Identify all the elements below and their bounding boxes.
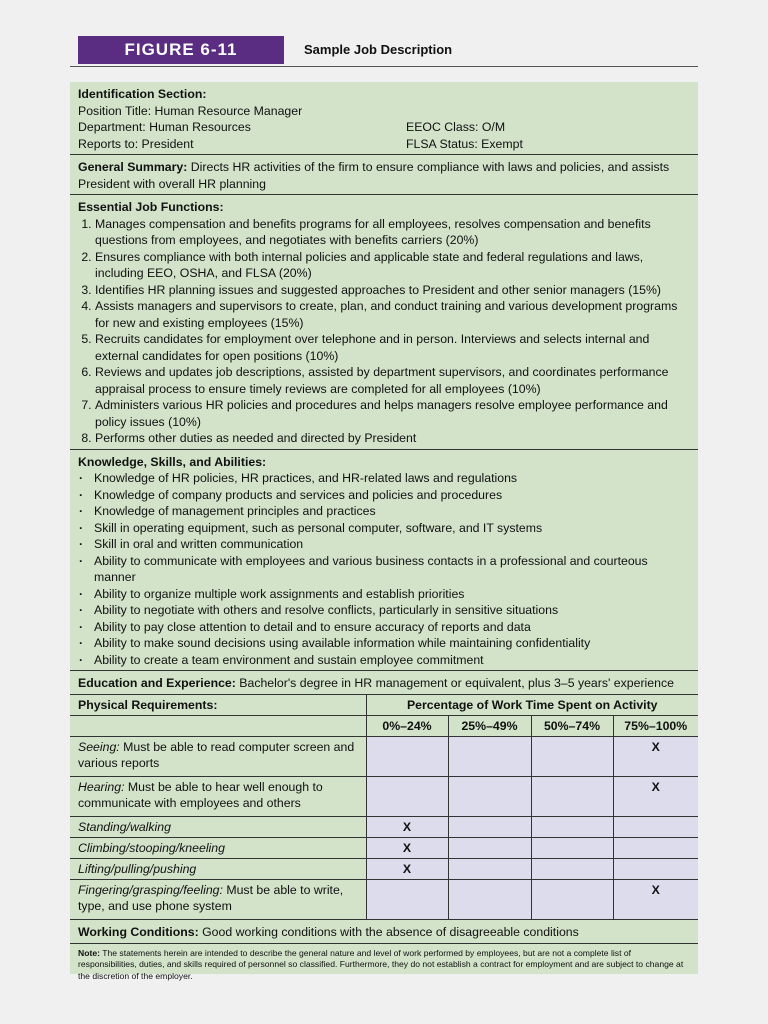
- job-description-document: [70, 82, 698, 981]
- education-heading: Education and Experience:: [78, 676, 236, 690]
- mark-cell: X: [613, 736, 698, 776]
- physical-requirements-heading: Physical Requirements:: [70, 695, 366, 716]
- function-item: 5. Recruits candidates for employment over telephone and in person. Interviews and selects internal and external candidates for open positions (10%): [95, 331, 690, 364]
- column-header: 25%–49%: [448, 715, 531, 736]
- blank-header-cell: [70, 715, 366, 736]
- mark-cell: [448, 776, 531, 816]
- mark-cell: [448, 858, 531, 879]
- mark-cell: [613, 837, 698, 858]
- function-item: 2. Ensures compliance with both internal policies and applicable state and federal regulations and laws, including EEO, OSHA, and FLSA (20%): [95, 249, 690, 282]
- ksa-item: · Knowledge of HR policies, HR practices, and HR-related laws and regulations: [78, 470, 690, 487]
- table-row: [70, 816, 698, 837]
- working-conditions-text: Good working conditions with the absence of disagreeable conditions: [202, 925, 579, 939]
- education-section: [70, 671, 698, 695]
- working-conditions-section: [70, 920, 698, 944]
- ksa-item: · Ability to communicate with employees and various business contacts in a professional and courteous manner: [78, 553, 690, 586]
- table-row: [70, 776, 698, 816]
- ksa-item: · Skill in oral and written communication: [78, 536, 690, 553]
- mark-cell: [531, 879, 613, 919]
- mark-cell: X: [366, 858, 448, 879]
- physical-requirements-section: [70, 695, 698, 921]
- header-rule: [70, 66, 698, 67]
- mark-cell: [448, 879, 531, 919]
- mark-cell: [366, 776, 448, 816]
- activity-name: Standing/walking: [78, 819, 171, 834]
- activity-name: Fingering/grasping/feeling:: [78, 882, 223, 897]
- general-summary-text: Directs HR activities of the firm to ensure compliance with laws and policies, and assists President with overall HR planning: [78, 160, 670, 191]
- mark-cell: [531, 736, 613, 776]
- mark-cell: [531, 816, 613, 837]
- column-header: 75%–100%: [613, 715, 698, 736]
- ksa-item: · Ability to negotiate with others and resolve conflicts, particularly in sensitive situations: [78, 602, 690, 619]
- mark-cell: X: [613, 776, 698, 816]
- activity-cell: [70, 837, 366, 858]
- activity-description: Must be able to write, type, and use phone system: [78, 882, 344, 913]
- physical-requirements-table: [70, 695, 698, 920]
- function-item: 7. Administers various HR policies and procedures and helps managers resolve employee performance and policy issues (10%): [95, 397, 690, 430]
- activity-name: Lifting/pulling/pushing: [78, 861, 197, 876]
- department: Department: Human Resources: [78, 120, 251, 134]
- activity-cell: [70, 879, 366, 919]
- mark-cell: [531, 776, 613, 816]
- ksa-item: · Knowledge of management principles and practices: [78, 503, 690, 520]
- figure-label: FIGURE 6-11: [78, 36, 284, 64]
- activity-name: Seeing:: [78, 739, 120, 754]
- note-label: Note:: [78, 947, 100, 958]
- working-conditions-heading: Working Conditions:: [78, 925, 199, 939]
- ksa-item: · Knowledge of company products and services and policies and procedures: [78, 487, 690, 504]
- mark-cell: [531, 858, 613, 879]
- mark-cell: [366, 879, 448, 919]
- ksa-item: · Skill in operating equipment, such as personal computer, software, and IT systems: [78, 520, 690, 537]
- column-header: 50%–74%: [531, 715, 613, 736]
- mark-cell: [613, 858, 698, 879]
- column-header: 0%–24%: [366, 715, 448, 736]
- mark-cell: X: [613, 879, 698, 919]
- general-summary-section: [70, 155, 698, 195]
- figure-header: [70, 32, 698, 68]
- mark-cell: [448, 837, 531, 858]
- ksa-item: · Ability to organize multiple work assignments and establish priorities: [78, 586, 690, 603]
- function-item: 6. Reviews and updates job descriptions, assisted by department supervisors, and coordinates performance appraisal process to ensure timely reviews are completed for all employees (10%): [95, 364, 690, 397]
- percentage-heading: Percentage of Work Time Spent on Activity: [366, 695, 698, 716]
- identification-section: [70, 82, 698, 155]
- flsa-status: FLSA Status: Exempt: [406, 136, 523, 151]
- mark-cell: [448, 816, 531, 837]
- mark-cell: X: [366, 816, 448, 837]
- ksa-item: · Ability to make sound decisions using available information while maintaining confidentiality: [78, 635, 690, 652]
- activity-cell: [70, 858, 366, 879]
- essential-functions-list: [78, 216, 690, 447]
- table-row: [70, 879, 698, 919]
- activity-cell: [70, 736, 366, 776]
- identification-heading: Identification Section:: [78, 87, 207, 101]
- ksa-section: [70, 450, 698, 672]
- mark-cell: [531, 837, 613, 858]
- function-item: 3. Identifies HR planning issues and suggested approaches to President and other senior managers (15%): [95, 282, 690, 299]
- reports-to: Reports to: President: [78, 136, 194, 151]
- function-item: 4. Assists managers and supervisors to create, plan, and conduct training and various development programs for new and existing employees (15%): [95, 298, 690, 331]
- education-text: Bachelor's degree in HR management or equivalent, plus 3–5 years' experience: [239, 676, 674, 690]
- figure-title: Sample Job Description: [304, 42, 453, 57]
- essential-functions-section: [70, 195, 698, 450]
- ksa-item: · Ability to pay close attention to detail and to ensure accuracy of reports and data: [78, 619, 690, 636]
- activity-cell: [70, 816, 366, 837]
- ksa-heading: Knowledge, Skills, and Abilities:: [78, 454, 267, 469]
- function-item: 8. Performs other duties as needed and directed by President: [95, 430, 690, 447]
- mark-cell: [366, 736, 448, 776]
- table-row: [70, 837, 698, 858]
- general-summary-heading: General Summary:: [78, 160, 188, 174]
- position-title: Position Title: Human Resource Manager: [78, 103, 303, 118]
- function-item: 1. Manages compensation and benefits programs for all employees, resolves compensation and benefits questions from employees, and negotiates with benefits carriers (20%): [95, 216, 690, 249]
- ksa-list: [78, 470, 690, 668]
- mark-cell: X: [366, 837, 448, 858]
- eeoc-class: EEOC Class: O/M: [406, 120, 506, 134]
- essential-functions-heading: Essential Job Functions:: [78, 200, 224, 214]
- table-row: [70, 736, 698, 776]
- table-row: [70, 858, 698, 879]
- activity-name: Hearing:: [78, 779, 125, 794]
- activity-description: Must be able to read computer screen and various reports: [78, 739, 355, 770]
- activity-description: Must be able to hear well enough to communicate with employees and others: [78, 779, 323, 810]
- ksa-item: · Ability to create a team environment and sustain employee commitment: [78, 652, 690, 669]
- mark-cell: [448, 736, 531, 776]
- note-text: The statements herein are intended to describe the general nature and level of work performed by employees, but are not a complete list of responsibilities, duties, and skills required of personnel so classified. Furthermore, they do not establish a contract for employment and are subject to change at the discretion of the employer.: [78, 947, 684, 981]
- mark-cell: [613, 816, 698, 837]
- activity-name: Climbing/stooping/kneeling: [78, 840, 225, 855]
- note-section: [70, 944, 698, 987]
- activity-cell: [70, 776, 366, 816]
